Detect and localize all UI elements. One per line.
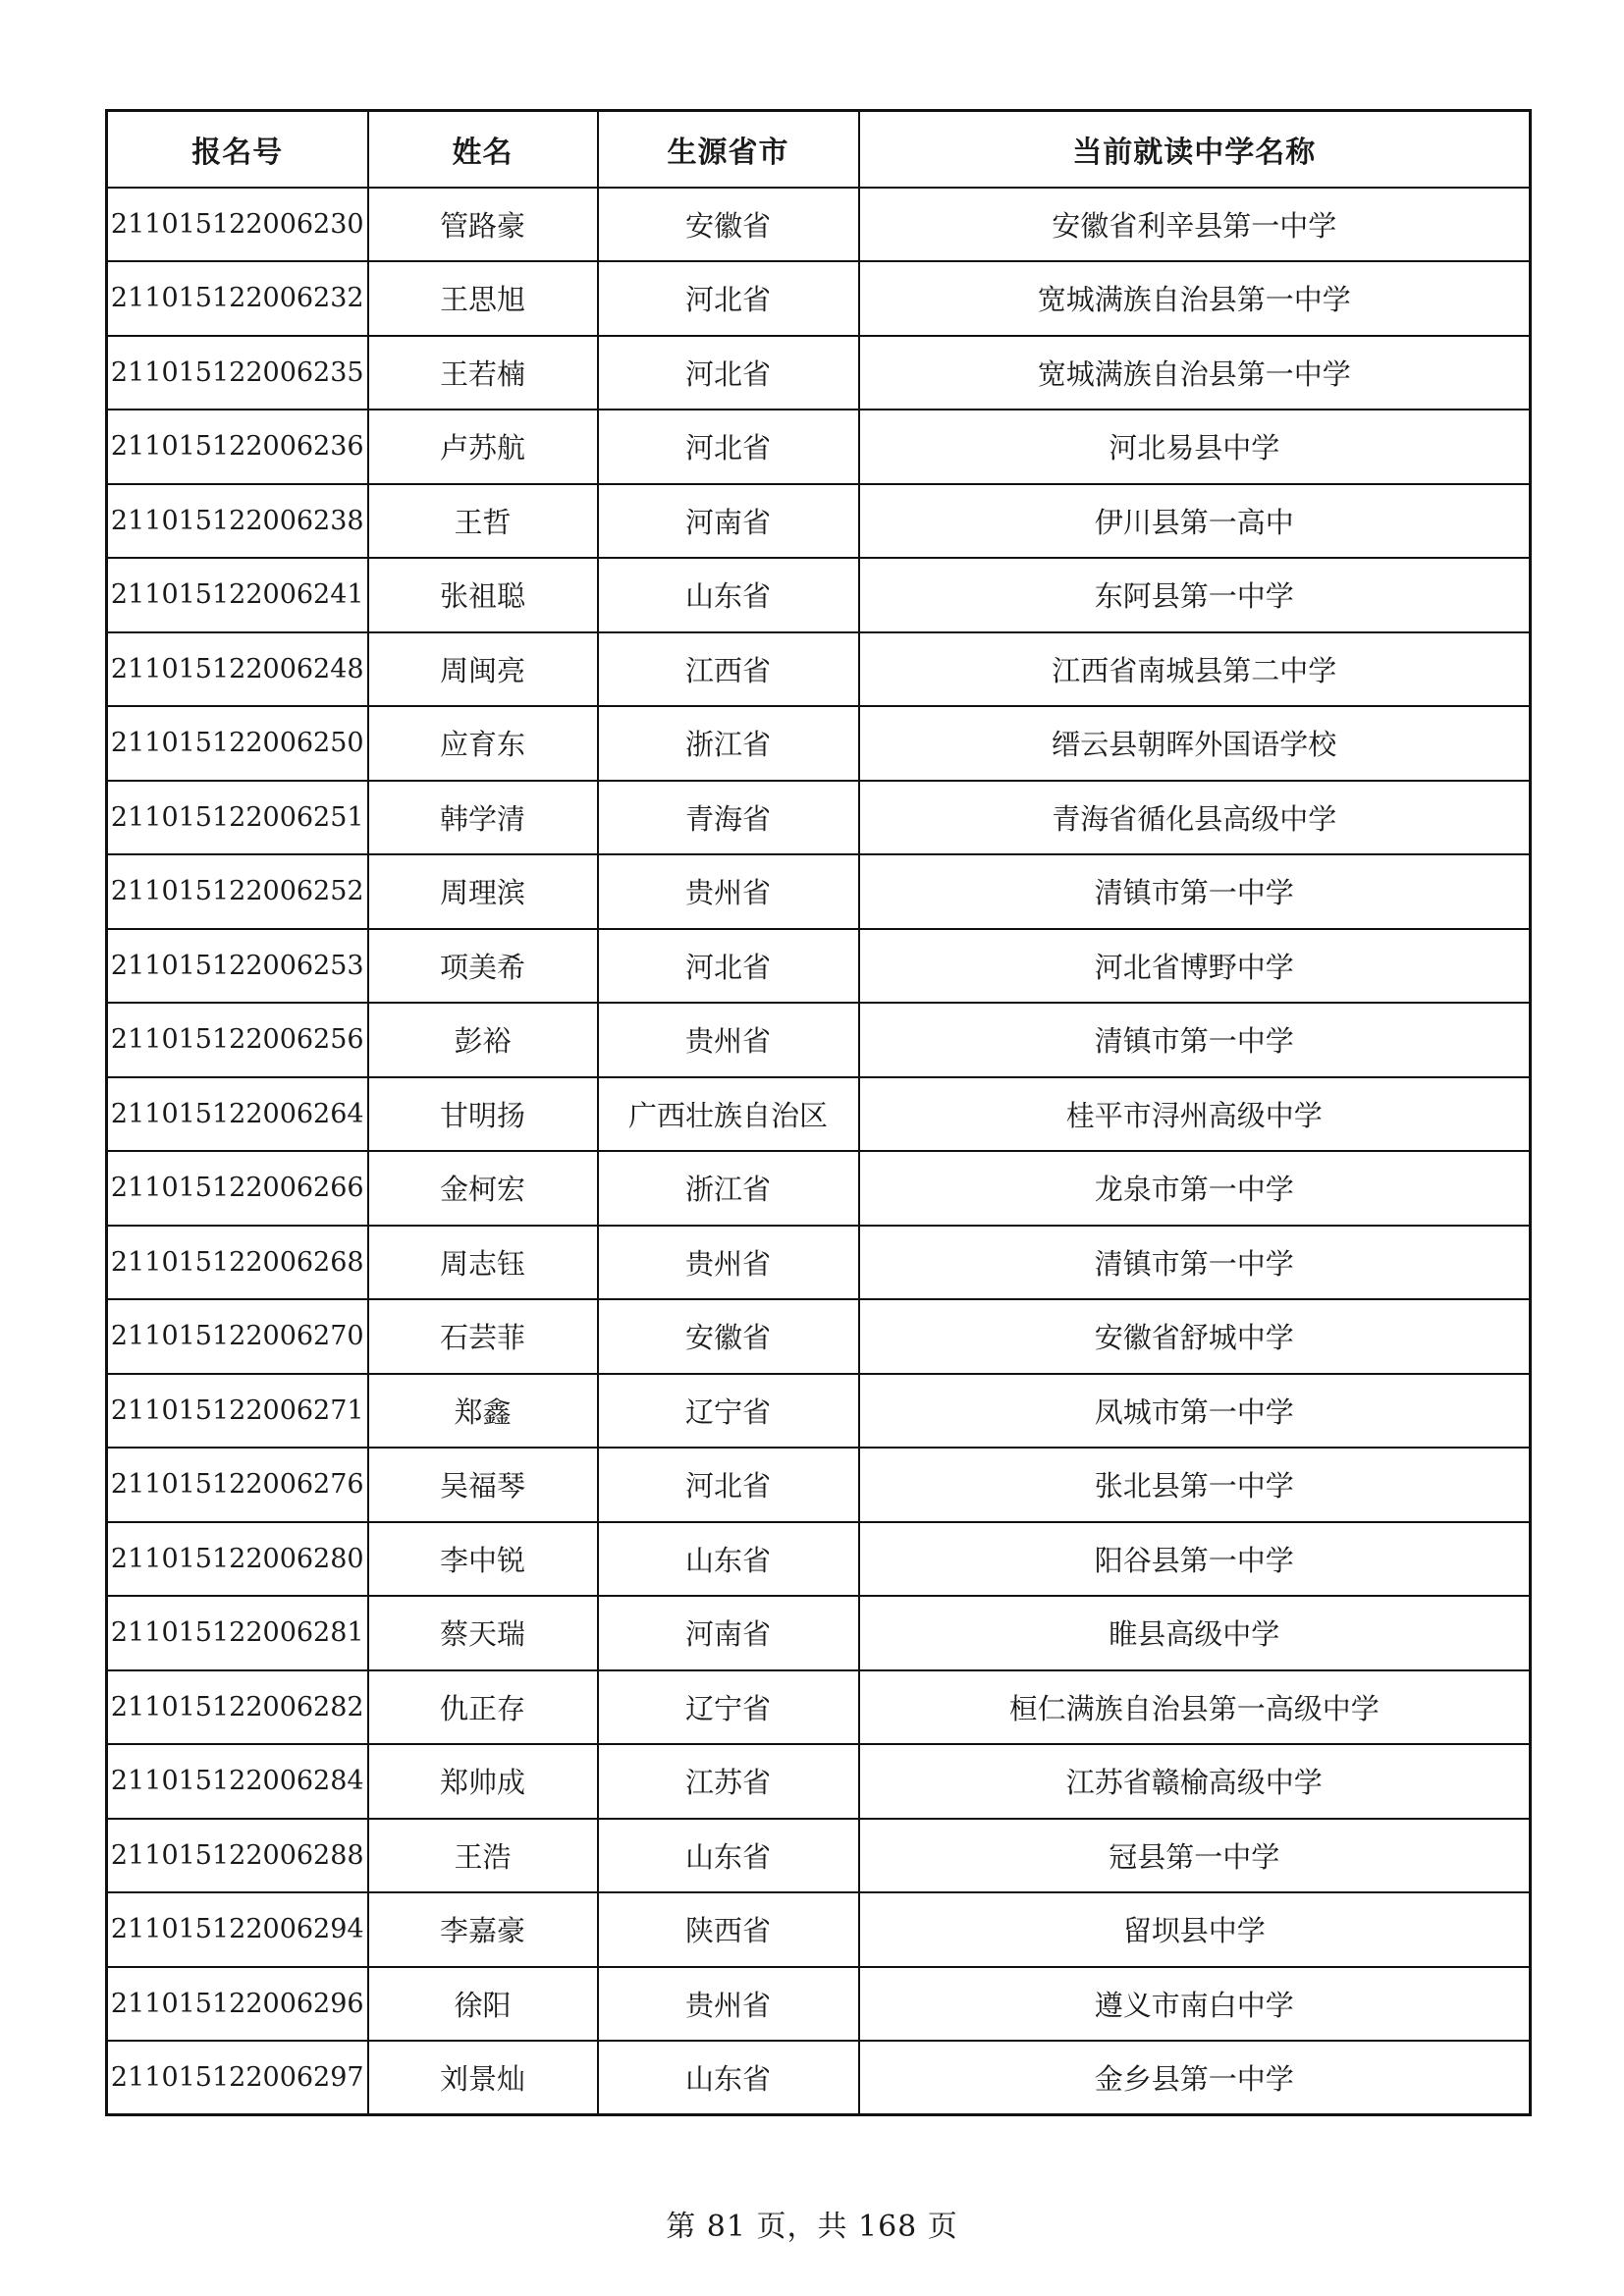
table-row [107,558,1531,632]
school-name-cell: 安徽省舒城中学 [859,1299,1531,1374]
school-name-cell: 河北易县中学 [859,410,1531,484]
school-name-cell: 张北县第一中学 [859,1448,1531,1522]
header-school: 当前就读中学名称 [859,111,1531,188]
province-cell: 江西省 [598,632,859,707]
registration-number-cell: 211015122006276 [107,1448,368,1522]
province-cell: 河南省 [598,1596,859,1670]
school-name-cell: 江西省南城县第二中学 [859,632,1531,707]
student-name-cell: 周志钰 [368,1226,598,1300]
registration-number-cell: 211015122006284 [107,1744,368,1819]
registration-number-cell: 211015122006248 [107,632,368,707]
table-row [107,929,1531,1004]
student-name-cell: 徐阳 [368,1967,598,2042]
student-name-cell: 周理滨 [368,854,598,929]
province-cell: 河南省 [598,484,859,559]
province-cell: 陕西省 [598,1892,859,1967]
province-cell: 贵州省 [598,1003,859,1077]
registration-number-cell: 211015122006241 [107,558,368,632]
province-cell: 贵州省 [598,854,859,929]
province-cell: 辽宁省 [598,1670,859,1745]
table-row [107,1077,1531,1152]
student-name-cell: 卢苏航 [368,410,598,484]
table-row [107,781,1531,855]
student-name-cell: 彭裕 [368,1003,598,1077]
province-cell: 辽宁省 [598,1374,859,1449]
student-name-cell: 李中锐 [368,1522,598,1597]
student-name-cell: 甘明扬 [368,1077,598,1152]
table-row [107,1226,1531,1300]
province-cell: 贵州省 [598,1226,859,1300]
registration-number-cell: 211015122006271 [107,1374,368,1449]
table-row [107,1596,1531,1670]
province-cell: 贵州省 [598,1967,859,2042]
registration-number-cell: 211015122006256 [107,1003,368,1077]
table-row [107,1967,1531,2042]
school-name-cell: 缙云县朝晖外国语学校 [859,706,1531,781]
student-name-cell: 蔡天瑞 [368,1596,598,1670]
table-row [107,1744,1531,1819]
school-name-cell: 睢县高级中学 [859,1596,1531,1670]
school-name-cell: 安徽省利辛县第一中学 [859,188,1531,262]
registration-number-cell: 211015122006282 [107,1670,368,1745]
registration-number-cell: 211015122006251 [107,781,368,855]
student-name-cell: 李嘉豪 [368,1892,598,1967]
school-name-cell: 冠县第一中学 [859,1819,1531,1893]
school-name-cell: 桓仁满族自治县第一高级中学 [859,1670,1531,1745]
table-row [107,410,1531,484]
page-number-footer: 第 81 页，共 168 页 [666,2210,958,2244]
school-name-cell: 宽城满族自治县第一中学 [859,261,1531,336]
province-cell: 安徽省 [598,1299,859,1374]
header-province: 生源省市 [598,111,859,188]
school-name-cell: 凤城市第一中学 [859,1374,1531,1449]
table-row [107,1670,1531,1745]
table-row [107,706,1531,781]
province-cell: 河北省 [598,261,859,336]
student-name-cell: 郑帅成 [368,1744,598,1819]
school-name-cell: 东阿县第一中学 [859,558,1531,632]
registration-number-cell: 211015122006266 [107,1151,368,1226]
student-name-cell: 韩学清 [368,781,598,855]
table-row [107,2041,1531,2115]
registration-number-cell: 211015122006250 [107,706,368,781]
admission-list-table [105,109,1532,2116]
province-cell: 广西壮族自治区 [598,1077,859,1152]
registration-number-cell: 211015122006230 [107,188,368,262]
school-name-cell: 阳谷县第一中学 [859,1522,1531,1597]
table-row [107,484,1531,559]
school-name-cell: 江苏省赣榆高级中学 [859,1744,1531,1819]
table-row [107,854,1531,929]
school-name-cell: 清镇市第一中学 [859,854,1531,929]
school-name-cell: 清镇市第一中学 [859,1003,1531,1077]
student-name-cell: 周闽亮 [368,632,598,707]
student-name-cell: 吴福琴 [368,1448,598,1522]
registration-number-cell: 211015122006270 [107,1299,368,1374]
registration-number-cell: 211015122006238 [107,484,368,559]
registration-number-cell: 211015122006294 [107,1892,368,1967]
school-name-cell: 留坝县中学 [859,1892,1531,1967]
document-page [105,109,1529,2116]
student-name-cell: 应育东 [368,706,598,781]
province-cell: 河北省 [598,1448,859,1522]
table-row [107,1448,1531,1522]
student-name-cell: 王浩 [368,1819,598,1893]
province-cell: 江苏省 [598,1744,859,1819]
province-cell: 浙江省 [598,706,859,781]
registration-number-cell: 211015122006296 [107,1967,368,2042]
table-row [107,1151,1531,1226]
school-name-cell: 河北省博野中学 [859,929,1531,1004]
registration-number-cell: 211015122006281 [107,1596,368,1670]
student-name-cell: 王哲 [368,484,598,559]
school-name-cell: 清镇市第一中学 [859,1226,1531,1300]
table-row [107,261,1531,336]
table-row [107,1374,1531,1449]
student-name-cell: 项美希 [368,929,598,1004]
province-cell: 山东省 [598,558,859,632]
school-name-cell: 青海省循化县高级中学 [859,781,1531,855]
table-header-row [107,111,1531,188]
student-name-cell: 管路豪 [368,188,598,262]
student-name-cell: 石芸菲 [368,1299,598,1374]
student-name-cell: 郑鑫 [368,1374,598,1449]
student-name-cell: 仇正存 [368,1670,598,1745]
province-cell: 山东省 [598,1522,859,1597]
province-cell: 山东省 [598,1819,859,1893]
province-cell: 安徽省 [598,188,859,262]
school-name-cell: 桂平市浔州高级中学 [859,1077,1531,1152]
province-cell: 青海省 [598,781,859,855]
student-name-cell: 王思旭 [368,261,598,336]
registration-number-cell: 211015122006264 [107,1077,368,1152]
province-cell: 河北省 [598,929,859,1004]
registration-number-cell: 211015122006235 [107,336,368,410]
school-name-cell: 伊川县第一高中 [859,484,1531,559]
school-name-cell: 遵义市南白中学 [859,1967,1531,2042]
header-name: 姓名 [368,111,598,188]
province-cell: 浙江省 [598,1151,859,1226]
province-cell: 河北省 [598,410,859,484]
table-row [107,1299,1531,1374]
table-row [107,1892,1531,1967]
registration-number-cell: 211015122006232 [107,261,368,336]
registration-number-cell: 211015122006252 [107,854,368,929]
table-row [107,188,1531,262]
registration-number-cell: 211015122006236 [107,410,368,484]
registration-number-cell: 211015122006288 [107,1819,368,1893]
table-row [107,1819,1531,1893]
table-row [107,1003,1531,1077]
province-cell: 山东省 [598,2041,859,2115]
table-row [107,1522,1531,1597]
student-name-cell: 刘景灿 [368,2041,598,2115]
header-registration-number: 报名号 [107,111,368,188]
registration-number-cell: 211015122006280 [107,1522,368,1597]
registration-number-cell: 211015122006268 [107,1226,368,1300]
registration-number-cell: 211015122006253 [107,929,368,1004]
registration-number-cell: 211015122006297 [107,2041,368,2115]
province-cell: 河北省 [598,336,859,410]
table-body [107,188,1531,2115]
school-name-cell: 金乡县第一中学 [859,2041,1531,2115]
school-name-cell: 宽城满族自治县第一中学 [859,336,1531,410]
table-row [107,336,1531,410]
student-name-cell: 金柯宏 [368,1151,598,1226]
student-name-cell: 张祖聪 [368,558,598,632]
table-row [107,632,1531,707]
student-name-cell: 王若楠 [368,336,598,410]
school-name-cell: 龙泉市第一中学 [859,1151,1531,1226]
